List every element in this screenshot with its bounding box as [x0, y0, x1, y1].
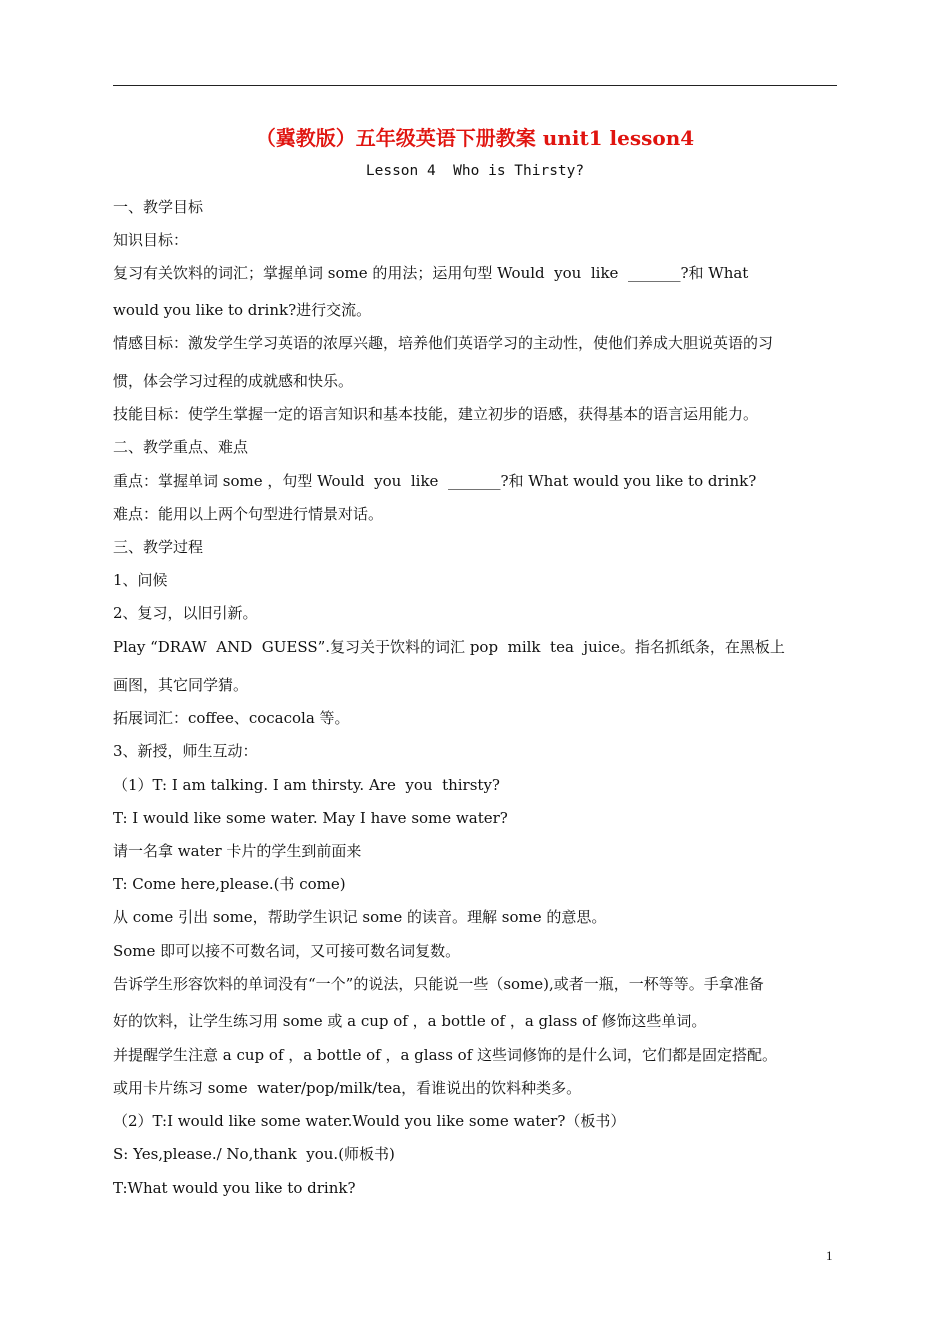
paragraph-line: 告诉学生形容饮料的单词没有“一个”的说法，只能说一些（some),或者一瓶，一杯等等。手拿准备 [113, 975, 764, 993]
paragraph-line: T: Come here,please.(书 come) [113, 875, 346, 893]
paragraph-line: 2、复习，以旧引新。 [113, 604, 258, 622]
paragraph-line: （2）T:I would like some water.Would you like some water?（板书） [113, 1112, 626, 1130]
paragraph-line: 1、问候 [113, 571, 168, 589]
paragraph-line: S: Yes,please./ No,thank you.(师板书) [113, 1145, 395, 1163]
paragraph-line: 3、新授，师生互动： [113, 742, 258, 760]
document-title: （冀教版）五年级英语下册教案 unit1 lesson4 [255, 126, 695, 150]
paragraph-line: 知识目标： [113, 231, 189, 249]
paragraph-line: T:What would you like to drink? [113, 1179, 356, 1197]
paragraph-line: 复习有关饮料的词汇；掌握单词 some 的用法；运用句型 Would you like _______?和 What [113, 264, 749, 282]
paragraph-line: 技能目标：使学生掌握一定的语言知识和基本技能，建立初步的语感，获得基本的语言运用能力。 [113, 405, 759, 423]
section-heading: 一、教学目标 [113, 198, 204, 216]
paragraph-line: T: I would like some water. May I have some water? [113, 809, 508, 827]
paragraph-line: 好的饮料，让学生练习用 some 或 a cup of ，a bottle of ，a glass of 修饰这些单词。 [113, 1012, 707, 1030]
paragraph-line: would you like to drink?进行交流。 [113, 301, 372, 319]
paragraph-line: 从 come 引出 some，帮助学生识记 some 的读音。理解 some 的意思。 [113, 908, 607, 926]
paragraph-line: 情感目标：激发学生学习英语的浓厚兴趣，培养他们英语学习的主动性，使他们养成大胆说英语的习 [113, 334, 774, 352]
paragraph-line: 请一名拿 water 卡片的学生到前面来 [113, 842, 362, 860]
section-heading: 三、教学过程 [113, 538, 204, 556]
paragraph-line: Play “DRAW AND GUESS”.复习关于饮料的词汇 pop milk tea juice。指名抓纸条，在黑板上 [113, 638, 785, 656]
paragraph-line: 并提醒学生注意 a cup of ，a bottle of ，a glass of 这些词修饰的是什么词，它们都是固定搭配。 [113, 1046, 778, 1064]
paragraph-line: 惯，体会学习过程的成就感和快乐。 [113, 372, 354, 390]
paragraph-line: 重点：掌握单词 some ，句型 Would you like _______?和 What would you like to drink? [113, 472, 757, 490]
paragraph-line: 拓展词汇：coffee、cocacola 等。 [113, 709, 350, 727]
lesson-subtitle: Lesson 4 Who is Thirsty? [365, 163, 585, 179]
paragraph-line: 画图，其它同学猜。 [113, 676, 249, 694]
page-number: 1 [826, 1248, 833, 1263]
paragraph-line: Some 即可以接不可数名词，又可接可数名词复数。 [113, 942, 461, 960]
header-rule [113, 85, 837, 86]
paragraph-line: 或用卡片练习 some water/pop/milk/tea，看谁说出的饮料种类多。 [113, 1079, 582, 1097]
paragraph-line: 难点：能用以上两个句型进行情景对话。 [113, 505, 384, 523]
paragraph-line: （1）T: I am talking. I am thirsty. Are you thirsty? [113, 776, 500, 794]
section-heading: 二、教学重点、难点 [113, 438, 249, 456]
